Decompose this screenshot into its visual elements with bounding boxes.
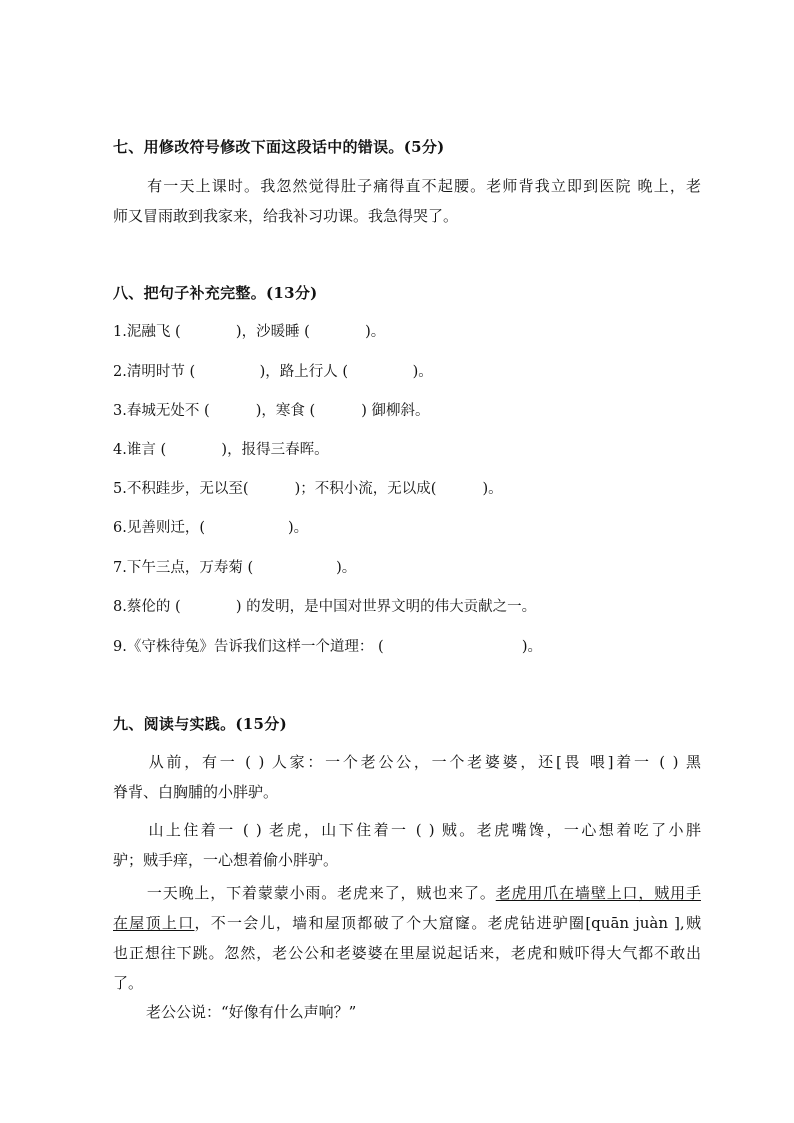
reading-p4-line-1-text: 老公公说：“好像有什么声响？”: [146, 1003, 357, 1021]
underlined-sentence-part-2: 在屋顶上口: [113, 914, 195, 932]
fill-item-8: 8.蔡伦的 ( ) 的发明，是中国对世界文明的伟大贡献之一。: [113, 599, 537, 615]
reading-p3-line-4: 了。: [113, 974, 144, 992]
reading-paragraph-4: [113, 997, 701, 1027]
reading-p4-line-1: [113, 997, 701, 1027]
fill-item-1: 1.泥融飞 ( )，沙暖睡 ( )。: [113, 324, 386, 340]
reading-p2-line-2: 驴；贼手痒，一心想着偷小胖驴。: [113, 851, 339, 869]
reading-paragraph-1: [113, 747, 701, 807]
section-7-line-2: 师又冒雨敢到我家来，给我补习功课。我急得哭了。: [113, 207, 459, 225]
fill-item-2: 2.清明时节 ( )，路上行人 ( )。: [113, 364, 433, 380]
reading-p3-line-3: 也正想往下跳。忽然，老公公和老婆婆在里屋说起话来，老虎和贼吓得大气都不敢出: [113, 944, 701, 962]
reading-p1-line-2: 脊背、白胸脯的小胖驴。: [113, 783, 279, 801]
section-7-line-1-text: 有一天上课时。我忽然觉得肚子痛得直不起腰。老师背我立即到医院 晚上，老: [146, 177, 701, 195]
fill-item-7: 7.下午三点，万寿菊 ( )。: [113, 560, 357, 576]
section-7-passage: [113, 171, 701, 231]
reading-p3-line-1: [113, 878, 701, 908]
section-7-title: 七、用修改符号修改下面这段话中的错误。(5分): [113, 138, 445, 156]
reading-p3-line-2-text: ，不一会儿，墙和屋顶都破了个大窟窿。老虎钻进驴圈[quān juàn ],贼: [194, 914, 701, 932]
reading-paragraph-3: [113, 878, 701, 998]
section-9-title: 九、阅读与实践。(15分): [113, 715, 287, 733]
reading-p3-line-2: [113, 908, 701, 938]
section-7-line-1: [113, 171, 701, 201]
fill-item-4: 4.谁言 ( )，报得三春晖。: [113, 442, 329, 458]
reading-p1-line-1-text: 从前，有一 ( ) 人家：一个老公公，一个老婆婆，还[畏 喂]着一 ( ) 黑: [146, 753, 701, 771]
fill-item-5: 5.不积跬步，无以至( )；不积小流，无以成( )。: [113, 481, 503, 497]
fill-item-3: 3.春城无处不 ( )，寒食 ( ) 御柳斜。: [113, 403, 430, 419]
fill-item-6: 6.见善则迁，( )。: [113, 520, 309, 536]
reading-p3-line-1-text: 一天晚上，下着蒙蒙小雨。老虎来了，贼也来了。: [146, 884, 496, 902]
reading-p2-line-1-text: 山上住着一 ( ) 老虎，山下住着一 ( ) 贼。老虎嘴馋，一心想着吃了小胖: [146, 821, 701, 839]
underlined-sentence-part-1: 老虎用爪在墙壁上口，贼用手: [495, 884, 701, 902]
fill-item-9: 9.《守株待兔》告诉我们这样一个道理： ( )。: [113, 639, 543, 655]
reading-paragraph-2: [113, 815, 701, 875]
section-8-title: 八、把句子补充完整。(13分): [113, 284, 318, 302]
reading-p2-line-1: [113, 815, 701, 845]
reading-p1-line-1: [113, 747, 701, 777]
